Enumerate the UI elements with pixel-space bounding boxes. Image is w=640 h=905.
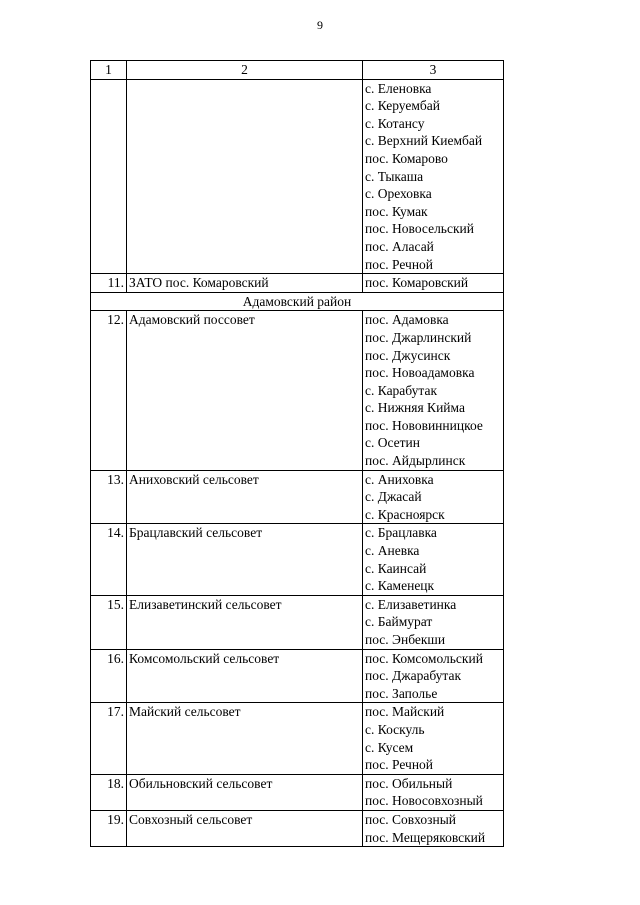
settlement-item: пос. Энбекши [365, 632, 446, 647]
municipality-name: Комсомольский сельсовет [127, 649, 363, 703]
page-number: 9 [317, 18, 323, 32]
settlements-cell [363, 595, 504, 649]
header-cell-3: 3 [363, 61, 504, 80]
settlement-item: пос. Аласай [365, 238, 434, 254]
settlement-item: пос. Речной [365, 757, 434, 773]
settlement-item: пос. Комарово [365, 150, 448, 166]
row-number [91, 79, 127, 274]
header-cell-1: 1 [91, 61, 127, 80]
settlement-item: с. Елизаветинка [365, 596, 457, 612]
settlement-item: пос. Речной [365, 256, 434, 272]
settlements-cell [363, 79, 504, 274]
row-number: 15. [91, 595, 127, 649]
table-row [91, 311, 504, 470]
table-row [91, 649, 504, 703]
row-number: 11. [91, 274, 127, 293]
settlements-cell [363, 810, 504, 846]
settlement-item: с. Еленовка [365, 80, 432, 96]
district-row [91, 292, 504, 311]
table-row [91, 274, 504, 293]
settlement-item: с. Джасай [365, 489, 422, 505]
settlement-item: с. Красноярск [365, 506, 445, 522]
row-number: 16. [91, 649, 127, 703]
settlement-item: пос. Новоадамовка [365, 365, 475, 381]
settlement-item: пос. Заполье [365, 685, 438, 701]
settlement-item: пос. Джарлинский [365, 329, 472, 345]
municipality-name: Аниховский сельсовет [127, 470, 363, 524]
settlement-item: пос. Новосельский [365, 221, 474, 237]
district-title: Адамовский район [91, 292, 504, 311]
table-row [91, 595, 504, 649]
settlement-item: пос. Комаровский [365, 275, 469, 291]
municipality-name [127, 79, 363, 274]
municipalities-table [90, 60, 504, 847]
settlement-item: с. Котансу [365, 115, 425, 131]
row-number: 17. [91, 703, 127, 774]
settlement-item: с. Осетин [365, 435, 420, 451]
municipality-name: Адамовский поссовет [127, 311, 363, 470]
row-number: 14. [91, 524, 127, 595]
settlements-cell [363, 774, 504, 810]
settlement-item: с. Верхний Киембай [365, 133, 483, 149]
settlement-item: с. Коскуль [365, 721, 425, 737]
municipality-name: Обильновский сельсовет [127, 774, 363, 810]
settlement-item: пос. Кумак [365, 203, 428, 219]
settlement-item: пос. Нововинницкое [365, 417, 483, 433]
municipality-name: Совхозный сельсовет [127, 810, 363, 846]
settlement-item: пос. Майский [365, 704, 445, 720]
row-number: 18. [91, 774, 127, 810]
settlement-item: пос. Комсомольский [365, 650, 483, 666]
row-number: 13. [91, 470, 127, 524]
settlement-item: с. Ореховка [365, 186, 432, 202]
header-cell-2: 2 [127, 61, 363, 80]
settlement-item: пос. Совхозный [365, 811, 457, 827]
settlements-cell [363, 311, 504, 470]
settlement-item: пос. Новосовхозный [365, 793, 483, 809]
settlement-item: пос. Обильный [365, 775, 453, 791]
table-row [91, 703, 504, 774]
settlement-item: с. Аневка [365, 543, 420, 559]
settlement-item: с. Каинсай [365, 560, 427, 576]
settlement-item: с. Каменецк [365, 578, 435, 594]
settlement-item: с. Нижняя Кийма [365, 400, 465, 416]
table-row [91, 470, 504, 524]
row-number: 12. [91, 311, 127, 470]
municipality-name: ЗАТО пос. Комаровский [127, 274, 363, 293]
table-row [91, 774, 504, 810]
settlement-item: пос. Айдырлинск [365, 453, 466, 469]
municipality-name: Майский сельсовет [127, 703, 363, 774]
settlements-cell [363, 524, 504, 595]
table-row [91, 79, 504, 274]
municipality-name: Брацлавский сельсовет [127, 524, 363, 595]
settlement-item: с. Баймурат [365, 614, 433, 630]
settlement-item: с. Керуембай [365, 98, 440, 114]
settlements-cell [363, 470, 504, 524]
municipality-name: Елизаветинский сельсовет [127, 595, 363, 649]
settlement-item: пос. Джусинск [365, 347, 451, 363]
settlement-item: с. Карабутак [365, 382, 438, 398]
settlement-item: пос. Мещеряковский [365, 829, 486, 845]
settlement-item: пос. Адамовка [365, 312, 449, 328]
settlements-cell [363, 703, 504, 774]
row-number: 19. [91, 810, 127, 846]
settlements-cell [363, 274, 504, 293]
table-row [91, 524, 504, 595]
table-header-row [91, 61, 504, 80]
settlement-item: с. Кусем [365, 739, 414, 755]
settlement-item: с. Тыкаша [365, 168, 424, 184]
settlement-item: с. Аниховка [365, 471, 434, 487]
settlements-cell [363, 649, 504, 703]
settlement-item: с. Брацлавка [365, 525, 437, 541]
settlement-item: пос. Джарабутак [365, 668, 462, 684]
table-row [91, 810, 504, 846]
